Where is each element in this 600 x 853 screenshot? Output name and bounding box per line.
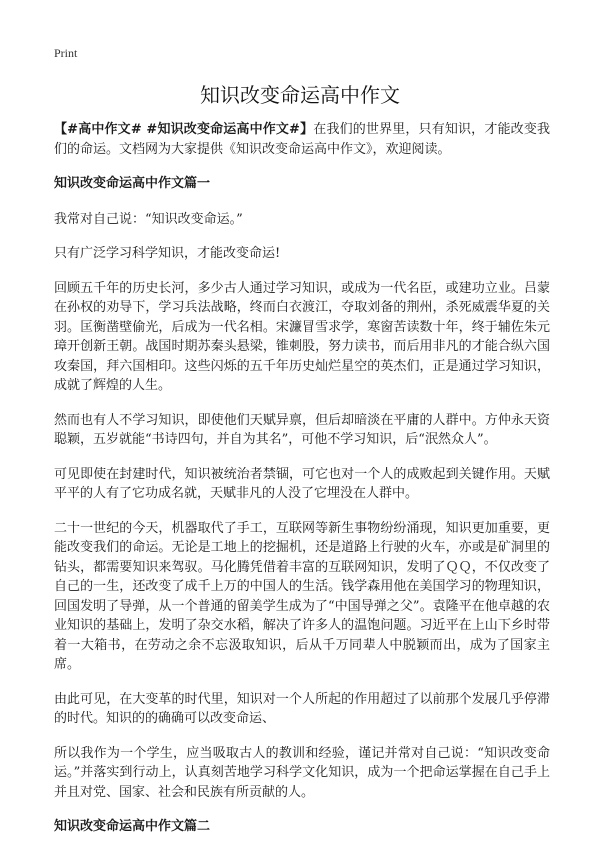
section-heading-2: 知识改变命运高中作文篇二 — [54, 819, 211, 834]
paragraph: 二十一世纪的今天，机器取代了手工，互联网等新生事物纷纷涌现，知识更加重要，更能改变我们的命运。无论是工地上的挖掘机，还是道路上行驶的火车，亦或是矿洞里的钻头，都需要知识来驾驭。马化腾凭借着丰富的互联网知识，发明了ＱＱ，不仅改变了自己的一生，还改变了成千上万的中国人的生活。钱学森用他在美国学习的物理知识，回国发明了导弹，从一个普通的留美学生成为了“中国导弹之父”。袁隆平在他卓越的农业知识的基础上，发明了杂交水稻，解决了许多人的温饱问题。习近平在上山下乡时带着一大箱书，在劳动之余不忘汲取知识，后从千万同辈人中脱颖而出，成为了国家主席。 — [54, 520, 550, 672]
intro-text: 在我们的世界里，只有知识，才能改变我们的命运。文档网为大家提供《知识改变命运高中作文》，欢迎阅读。 — [54, 122, 550, 157]
print-link[interactable]: Print — [54, 46, 78, 60]
paragraph: 我常对自己说：“知识改变命运。” — [54, 211, 243, 227]
paragraph: 只有广泛学习科学知识，才能改变命运! — [54, 246, 281, 261]
paragraph: 可见即使在封建时代，知识被统治者禁锢，可它也对一个人的成败起到关键作用。天赋平平的人有了它功成名就，天赋非凡的人没了它埋没在人群中。 — [54, 466, 550, 501]
paragraph: 所以我作为一个学生，应当吸取古人的教训和经验，谨记并常对自己说：“知识改变命运。”并落实到行动上，认真刻苦地学习科学文化知识，成为一个把命运掌握在自己手上并且对党、国家、社会和民族有所贡献的人。 — [54, 745, 550, 800]
paragraph: 由此可见，在大变革的时代里，知识对一个人所起的作用超过了以前那个发展几乎停滞的时代。知识的的确确可以改变命运、 — [54, 691, 550, 726]
paragraph: 回顾五千年的历史长河，多少古人通过学习知识，或成为一代名臣，或建功立业。吕蒙在孙权的劝导下，学习兵法战略，终而白衣渡江，夺取刘备的荆州，杀死威震华夏的关羽。匡衡凿壁偷光，后成为一代名相。宋濂冒雪求学，寒窗苦读数十年，终于辅佐朱元璋开创新王朝。战国时期苏秦头悬梁，锥刺股，努力读书，而后用非凡的才能合纵六国攻秦国，拜六国相印。这些闪烁的五千年历史灿烂星空的英杰们，正是通过学习知识，成就了辉煌的人生。 — [54, 280, 550, 393]
intro-tag: 【#高中作文# #知识改变命运高中作文#】 — [54, 122, 314, 137]
intro-paragraph — [54, 120, 550, 159]
article-body — [54, 120, 550, 853]
section-heading-1: 知识改变命运高中作文篇一 — [54, 176, 211, 191]
paragraph: 然而也有人不学习知识，即使他们天赋异禀，但后却暗淡在平庸的人群中。方仲永天资聪颖，五岁就能“书诗四句，并自为其名”，可他不学习知识，后“泯然众人”。 — [54, 412, 550, 447]
page-title: 知识改变命运高中作文 — [200, 83, 400, 107]
